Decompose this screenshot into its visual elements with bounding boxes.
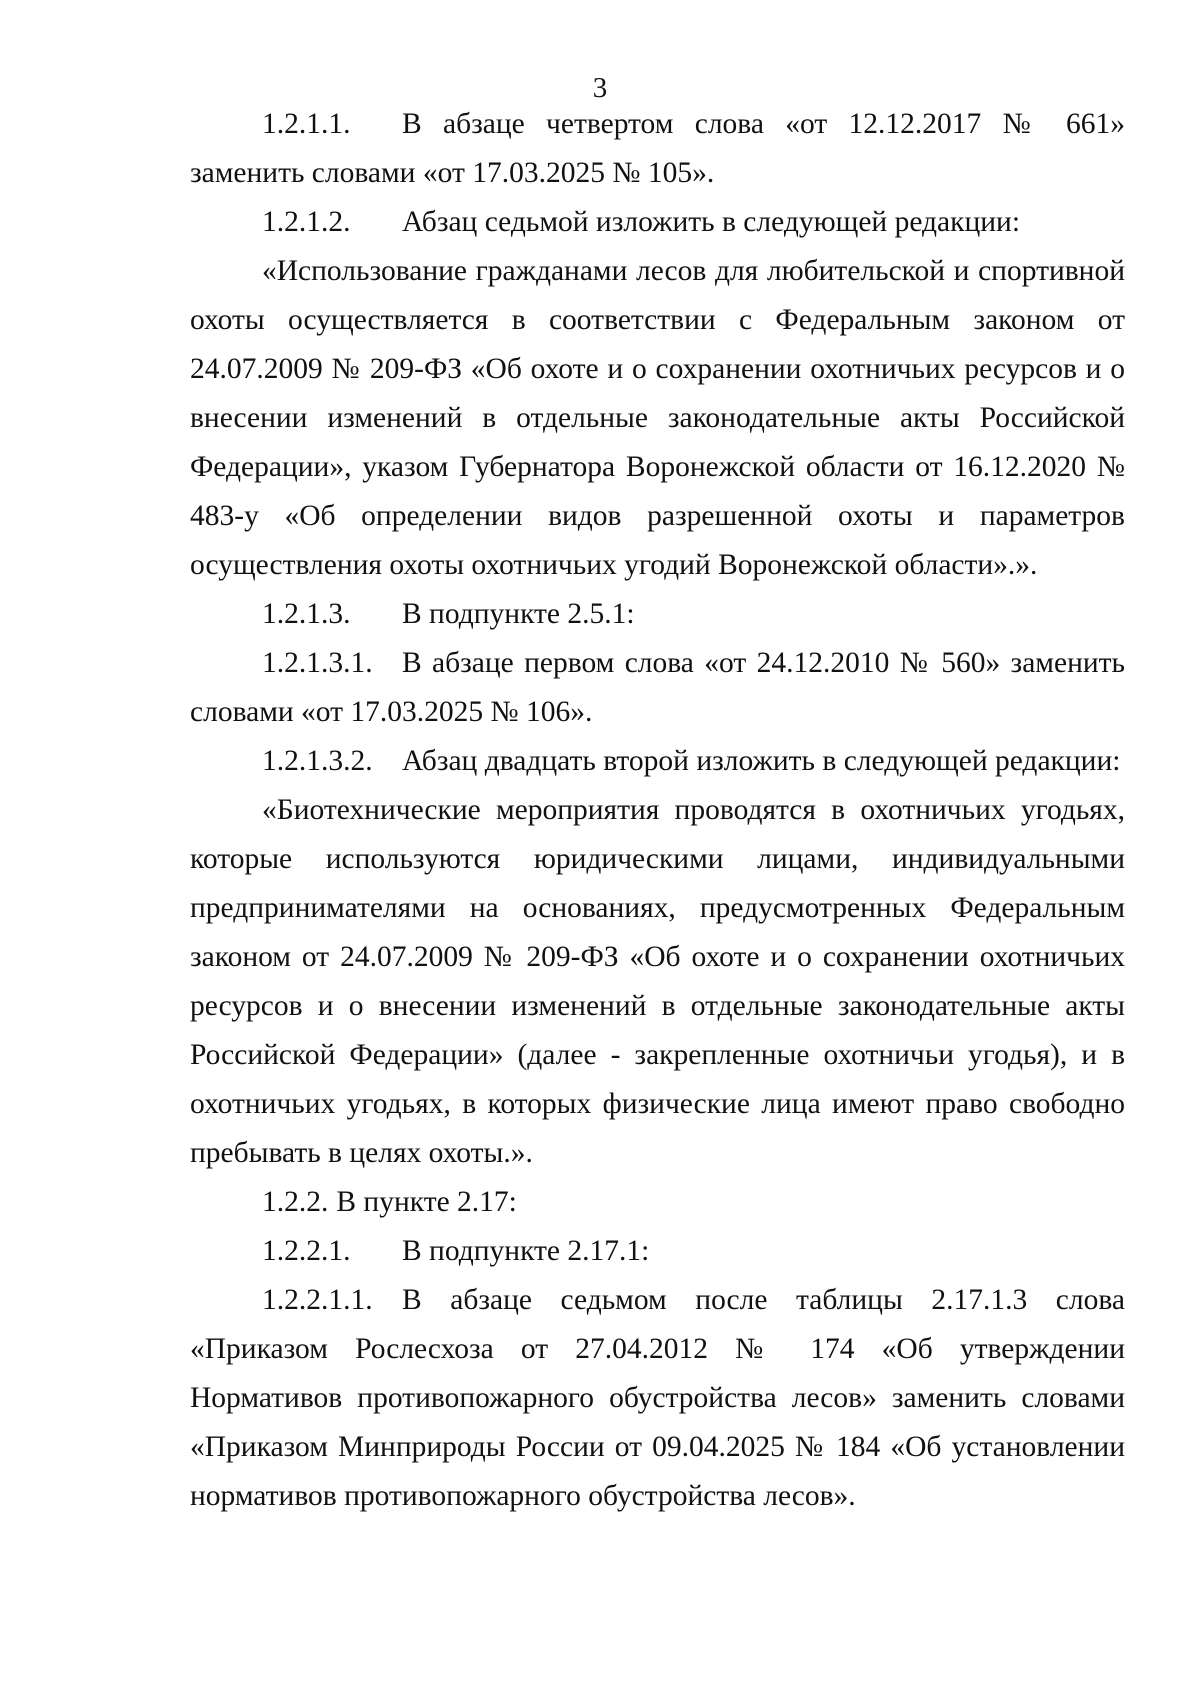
- quoted-paragraph-hunting: [190, 247, 1125, 590]
- item-number: 1.2.1.3.: [262, 598, 351, 630]
- item-text: В подпункте 2.17.1:: [402, 1235, 650, 1267]
- item-text: Абзац седьмой изложить в следующей редакции:: [402, 206, 1021, 238]
- item-number: 1.2.2.1.1.: [262, 1284, 373, 1316]
- page-number: 3: [592, 72, 608, 104]
- item-number: 1.2.1.3.1.: [262, 647, 373, 679]
- item-text: В абзаце четвертом слова «от 12.12.2017 № 661» заменить словами «от 17.03.2025 № 105».: [190, 108, 1125, 189]
- paragraph-1-2-1-3: [190, 590, 1125, 639]
- document-body: [190, 100, 1125, 1521]
- item-text: «Использование гражданами лесов для любительской и спортивной охоты осуществляется в соответствии с Федеральным законом от 24.07.2009 № 209-ФЗ «Об охоте и о сохранении охотничьих ресурсов и о внесении изменений в отдельные законодательные акты Российской Федерации», указом Губернатора Воронежской области от 16.12.2020 № 483-у «Об определении видов разрешенной охоты и параметров осуществления охоты охотничьих угодий Воронежской области».».: [190, 255, 1125, 581]
- item-text: В подпункте 2.5.1:: [402, 598, 635, 630]
- item-number: 1.2.1.2.: [262, 206, 351, 238]
- item-text: «Биотехнические мероприятия проводятся в охотничьих угодьях, которые используются юридическими лицами, индивидуальными предпринимателями на основаниях, предусмотренных Федеральным законом от 24.07.2009 № 209-ФЗ «Об охоте и о сохранении охотничьих ресурсов и о внесении изменений в отдельные законодательные акты Российской Федерации» (далее - закрепленные охотничьи угодья), и в охотничьих угодьях, в которых физические лица имеют право свободно пребывать в целях охоты.».: [190, 794, 1125, 1169]
- item-text: В абзаце первом слова «от 24.12.2010 № 560» заменить словами «от 17.03.2025 № 106».: [190, 647, 1125, 728]
- item-number: 1.2.2.: [262, 1186, 329, 1218]
- paragraph-1-2-1-3-2: [190, 737, 1125, 786]
- item-text: Абзац двадцать второй изложить в следующей редакции:: [402, 745, 1121, 777]
- paragraph-1-2-2-1-1: [190, 1276, 1125, 1521]
- paragraph-1-2-2: [190, 1178, 1125, 1227]
- item-number: 1.2.2.1.: [262, 1235, 351, 1267]
- item-text: В абзаце седьмом после таблицы 2.17.1.3 слова «Приказом Рослесхоза от 27.04.2012 № 174 «Об утверждении Нормативов противопожарного обустройства лесов» заменить словами «Приказом Минприроды России от 09.04.2025 № 184 «Об установлении нормативов противопожарного обустройства лесов».: [190, 1284, 1125, 1512]
- item-number: 1.2.1.1.: [262, 108, 351, 140]
- paragraph-1-2-1-1: [190, 100, 1125, 198]
- paragraph-1-2-2-1: [190, 1227, 1125, 1276]
- paragraph-1-2-1-2: [190, 198, 1125, 247]
- paragraph-1-2-1-3-1: [190, 639, 1125, 737]
- item-number: 1.2.1.3.2.: [262, 745, 373, 777]
- item-text: В пункте 2.17:: [336, 1186, 517, 1218]
- quoted-paragraph-biotechnical: [190, 786, 1125, 1178]
